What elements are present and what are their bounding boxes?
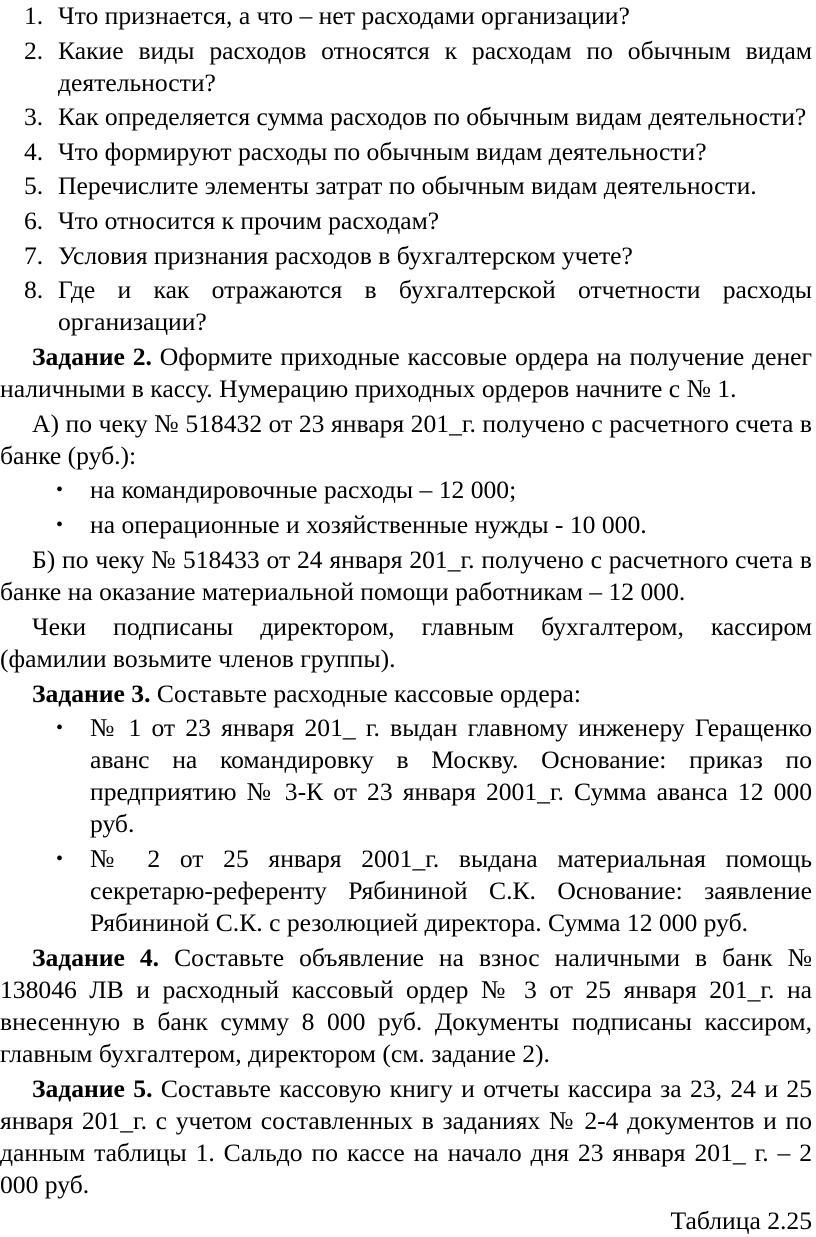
questions-list [0,0,812,338]
task2-bullet-list [0,474,812,541]
bullet-icon: • [56,479,64,502]
question-text: Как определяется сумма расходов по обычным видам деятельности? [58,102,807,132]
question-item [0,101,812,133]
task3-paragraph [0,678,812,710]
question-number: 8. [24,275,44,305]
question-number: 3. [24,102,44,132]
question-item [0,205,812,237]
question-number: 2. [24,35,44,65]
task2-text: Оформите приходные кассовые ордера на получение денег наличными в кассу. Нумерацию приходных ордеров начните с № 1. [0,341,813,403]
question-item [0,240,812,272]
task2-part-a: А) по чеку № 518432 от 23 января 201_г. получено с расчетного счета в банке (руб.): [0,408,812,470]
table-caption: Таблица 2.25 [670,1205,812,1235]
task4-paragraph [0,942,812,1070]
question-text: Что признается, а что – нет расходами организации? [58,1,630,30]
task3-bullet-list [0,712,812,939]
task5-paragraph [0,1073,812,1201]
list-item [0,509,812,541]
task5-label: Задание 5. [32,1073,153,1103]
question-item [0,274,812,338]
question-text: Условия признания расходов в бухгалтерском учете? [58,240,633,270]
task2-part-b: Б) по чеку № 518433 от 24 января 201_г. получено с расчетного счета в банке на оказание материальной помощи работникам – 12 000. [0,544,812,606]
question-number: 6. [24,205,44,235]
task4-text: Составьте объявление на взнос наличными в банк № 138046 ЛВ и расходный кассовый ордер № 3 от 25 января 201_г. на внесенную в банк сумму 8 000 руб. Документы подписаны кассиром, главным бухгалтером, директором (см. задание 2). [0,942,812,1068]
task2-paragraph [0,341,812,405]
question-item [0,0,812,32]
list-item [0,712,812,840]
question-number: 5. [24,171,44,201]
list-item [0,474,812,506]
question-text: Что относится к прочим расходам? [58,205,440,235]
task4-label: Задание 4. [32,942,160,972]
bullet-text: на командировочные расходы – 12 000; [90,475,517,505]
list-item [0,843,812,939]
bullet-text: № 1 от 23 января 201_ г. выдан главному инженеру Геращенко аванс на командировку в Москву. Основание: приказ по предприятию № 3-К от 23 января 2001_г. Сумма аванса 12 000 руб. [90,713,812,839]
bullet-text: на операционные и хозяйственные нужды - 10 000. [90,510,647,540]
question-number: 4. [24,136,44,166]
question-text: Что формируют расходы по обычным видам деятельности? [58,136,707,166]
question-item [0,170,812,202]
question-text: Какие виды расходов относятся к расходам по обычным видам деятельности? [58,35,812,97]
question-number: 1. [24,1,44,30]
bullet-text: № 2 от 25 января 2001_г. выдана материальная помощь секретарю-референту Рябининой С.К. Основание: заявление Рябининой С.К. с резолюцией директора. Сумма 12 000 руб. [90,844,812,938]
task3-text: Составьте расходные кассовые ордера: [150,678,581,708]
question-text: Где и как отражаются в бухгалтерской отчетности расходы организации? [58,275,812,337]
bullet-icon: • [56,717,64,740]
question-number: 7. [24,240,44,270]
task5-text: Составьте кассовую книгу и отчеты кассира за 23, 24 и 25 января 201_г. с учетом составленных в заданиях № 2-4 документов и по данным таблицы 1. Сальдо по кассе на начало дня 23 января 201_ г. – 2 000 руб. [0,1073,812,1199]
task2-label: Задание 2. [32,341,152,371]
question-text: Перечислите элементы затрат по обычным видам деятельности. [58,171,757,201]
question-item [0,35,812,99]
bullet-icon: • [56,848,64,871]
bullet-icon: • [56,514,64,537]
task3-label: Задание 3. [32,678,151,708]
question-item [0,136,812,168]
task2-signed-note: Чеки подписаны директором, главным бухгалтером, кассиром (фамилии возьмите членов группы). [0,611,812,673]
